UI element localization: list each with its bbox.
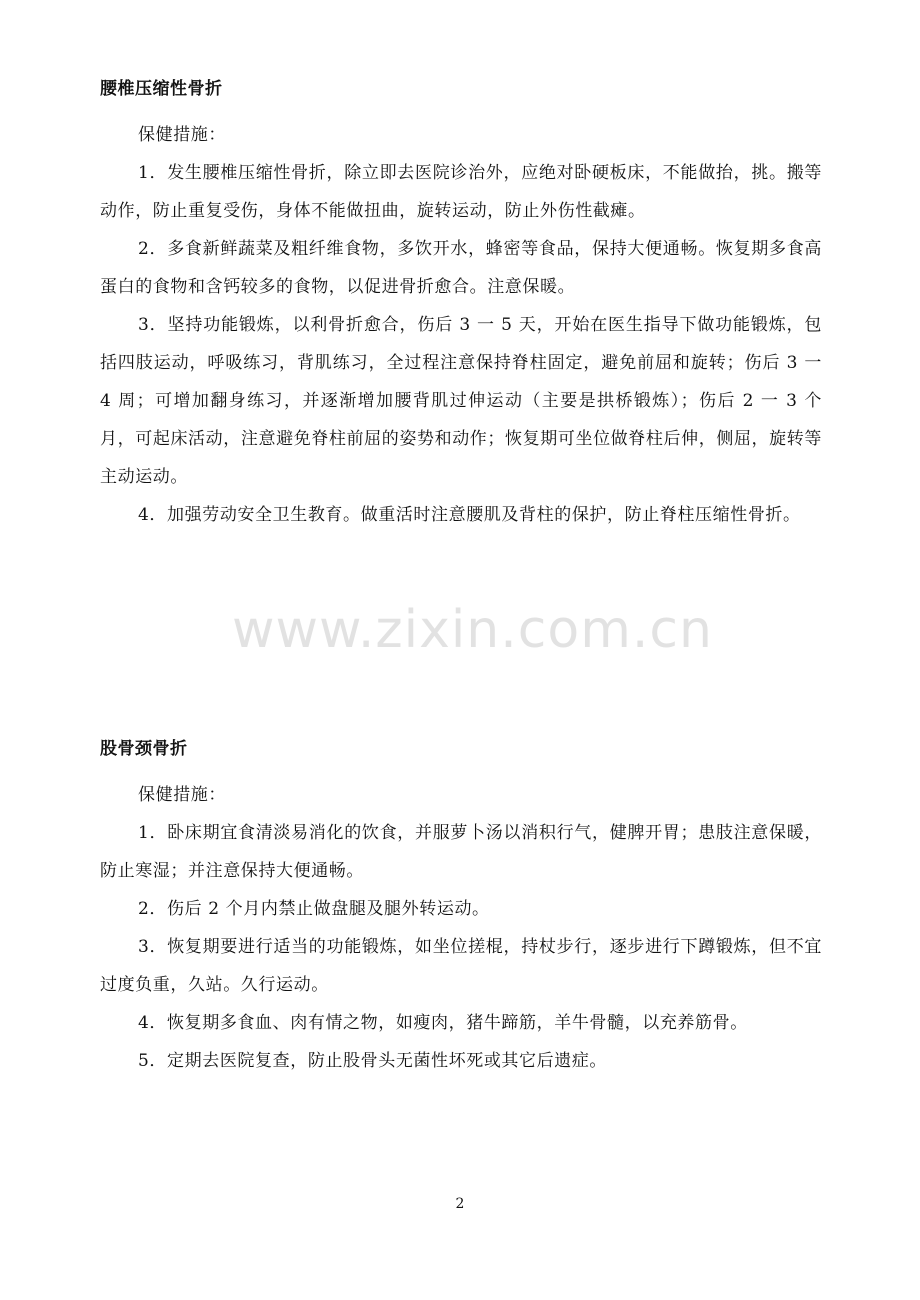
paragraph: 2．多食新鲜蔬菜及粗纤维食物，多饮开水，蜂密等食品，保持大便通畅。恢复期多食高蛋白的食物和含钙较多的食物，以促进骨折愈合。注意保暖。 — [100, 239, 822, 297]
section-title: 股骨颈骨折 — [100, 739, 188, 759]
paragraph: 4．恢复期多食血、肉有情之物，如瘦肉，猪牛蹄筋，羊牛骨髓，以充养筋骨。 — [138, 1013, 748, 1033]
paragraph: 1．发生腰椎压缩性骨折，除立即去医院诊治外，应绝对卧硬板床，不能做抬，挑。搬等动作，防止重复受伤，身体不能做扭曲，旋转运动，防止外伤性截瘫。 — [100, 163, 822, 221]
paragraph: 5．定期去医院复查，防止股骨头无菌性坏死或其它后遗症。 — [138, 1051, 608, 1071]
paragraph: 2．伤后 2 个月内禁止做盘腿及腿外转运动。 — [138, 899, 490, 919]
page-number: 2 — [455, 1196, 465, 1212]
paragraph: 1．卧床期宜食清淡易消化的饮食，并服萝卜汤以消积行气，健脾开胃；患肢注意保暖，防止寒湿；并注意保持大便通畅。 — [100, 823, 822, 881]
watermark: www.zixin.com.cn — [232, 600, 713, 660]
section-lumbar-compression-fracture — [100, 76, 822, 534]
paragraph: 3．坚持功能锻炼，以利骨折愈合，伤后 3 一 5 天，开始在医生指导下做功能锻炼，包括四肢运动，呼吸练习，背肌练习，全过程注意保持脊柱固定，避免前屈和旋转；伤后 3 一 4 周；可增加翻身练习，并逐渐增加腰背肌过伸运动（主要是拱桥锻炼）；伤后 2 一 3 个月，可起床活动，注意避免脊柱前屈的姿势和动作；恢复期可坐位做脊柱后伸，侧屈，旋转等主动运动。 — [100, 315, 822, 487]
paragraph: 3．恢复期要进行适当的功能锻炼，如坐位搓棍，持杖步行，逐步进行下蹲锻炼，但不宜过度负重，久站。久行运动。 — [100, 937, 822, 995]
paragraph: 4．加强劳动安全卫生教育。做重活时注意腰肌及背柱的保护，防止脊柱压缩性骨折。 — [138, 505, 801, 525]
section-subtitle: 保健措施： — [138, 785, 226, 805]
section-femoral-neck-fracture — [100, 736, 822, 1080]
section-subtitle: 保健措施： — [138, 125, 226, 145]
section-title: 腰椎压缩性骨折 — [100, 79, 223, 99]
